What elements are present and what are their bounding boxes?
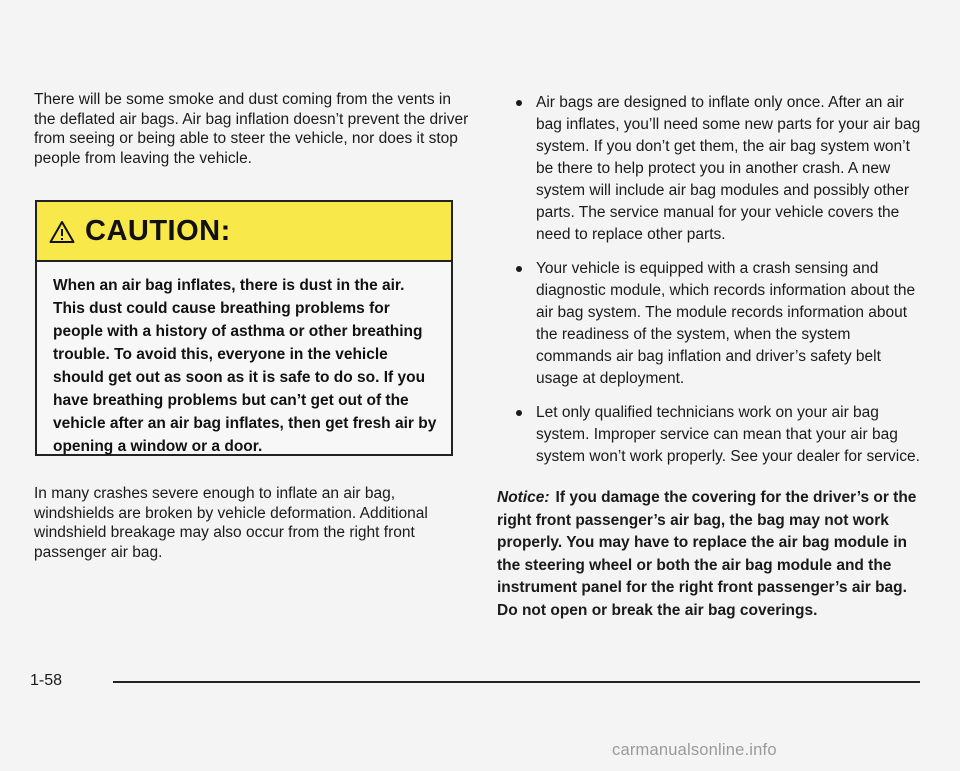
bullet-icon <box>516 100 522 106</box>
caution-header <box>37 202 451 262</box>
list-item <box>514 258 926 390</box>
caution-box <box>35 200 453 456</box>
notice-paragraph <box>497 487 927 622</box>
watermark[interactable]: carmanualsonline.info <box>612 741 777 759</box>
bullet-list <box>514 92 926 480</box>
footer-rule <box>113 681 920 683</box>
bullet-text: Your vehicle is equipped with a crash sensing and diagnostic module, which records information about the air bag system. The module records information about the readiness of the system, when the system commands air bag inflation and driver’s safety belt usage at deployment. <box>536 260 916 387</box>
bullet-text: Let only qualified technicians work on your air bag system. Improper service can mean that your air bag system won’t work properly. See your dealer for service. <box>536 404 920 465</box>
windshield-paragraph: In many crashes severe enough to inflate an air bag, windshields are broken by vehicle deformation. Additional windshield breakage may also occur from the right front passenger air bag. <box>34 485 428 561</box>
bullet-icon <box>516 410 522 416</box>
bullet-icon <box>516 266 522 272</box>
bullet-text: Air bags are designed to inflate only once. After an air bag inflates, you’ll need some new parts for your air bag system. If you don’t get them, the air bag system won’t be there to help protect you in another crash. A new system will include air bag modules and possibly other parts. The service manual for your vehicle covers the need to replace other parts. <box>536 94 921 243</box>
caution-title: CAUTION: <box>85 214 231 247</box>
page-number: 1-58 <box>30 672 63 689</box>
list-item <box>514 402 926 468</box>
list-item <box>514 92 926 246</box>
notice-label: Notice: <box>497 489 550 506</box>
intro-paragraph: There will be some smoke and dust coming from the vents in the deflated air bags. Air bag inflation doesn’t prevent the driver from seeing or being able to steer the vehicle, nor does it stop people from leaving the vehicle. <box>34 91 469 167</box>
caution-text: When an air bag inflates, there is dust in the air. This dust could cause breathing problems for people with a history of asthma or other breathing trouble. To avoid this, everyone in the vehicle should get out as soon as it is safe to do so. If you have breathing problems but can’t get out of the vehicle after an air bag inflates, then get fresh air by opening a window or a door. <box>53 277 437 455</box>
warning-triangle-icon <box>49 220 75 244</box>
notice-text: If you damage the covering for the driver’s or the right front passenger’s air bag, the bag may not work properly. You may have to replace the air bag module in the steering wheel or both the air bag module and the instrument panel for the right front passenger’s air bag. Do not open or break the air bag coverings. <box>497 489 917 619</box>
